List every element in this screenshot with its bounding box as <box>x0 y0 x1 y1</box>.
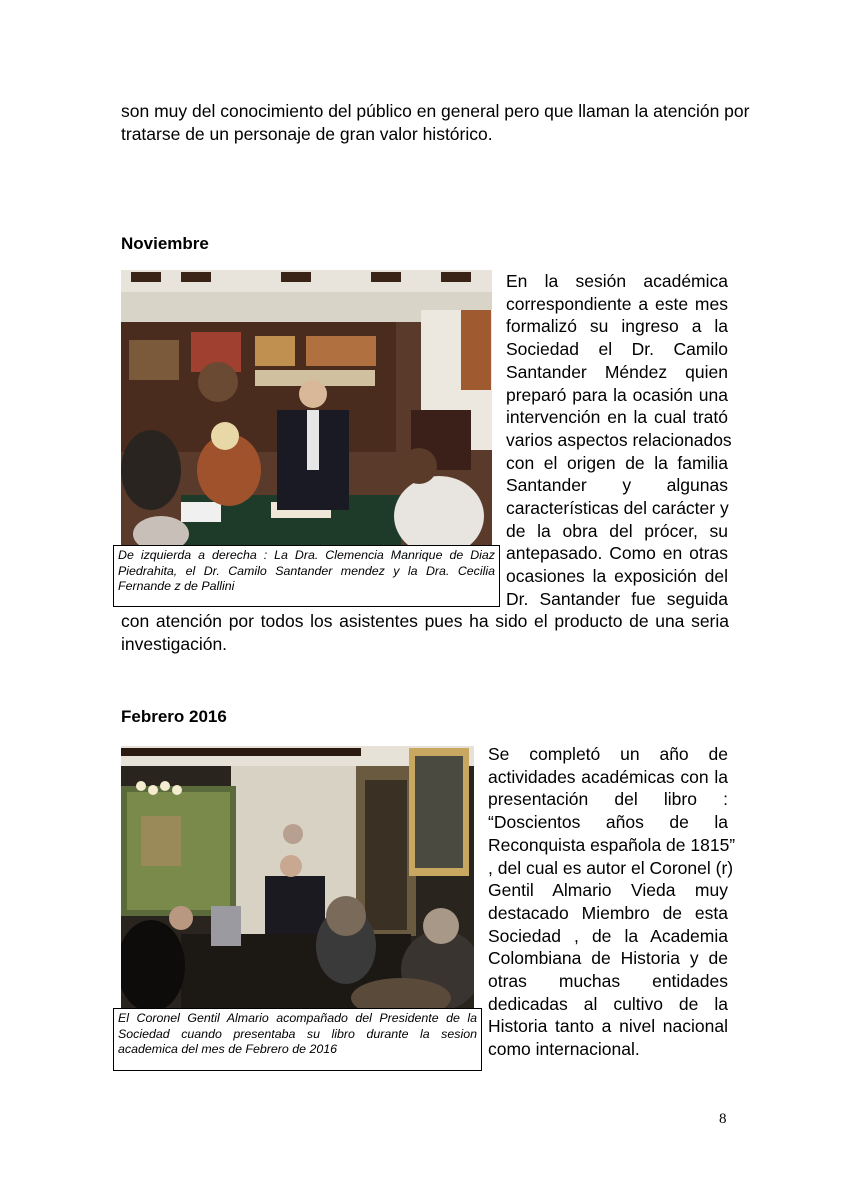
noviembre-line: antepasado. Como en otras <box>506 543 728 564</box>
febrero-line: “Doscientos años de la <box>488 812 728 833</box>
febrero-line: otras muchas entidades <box>488 971 728 992</box>
noviembre-line: de la obra del prócer, su <box>506 520 728 541</box>
noviembre-last-line: investigación. <box>121 633 228 654</box>
noviembre-line: preparó para la ocasión una <box>506 384 728 405</box>
febrero-line: Sociedad , de la Academia <box>488 925 728 946</box>
febrero-line: Colombiana de Historia y de <box>488 948 728 969</box>
febrero-line: dedicadas al cultivo de la <box>488 993 728 1014</box>
noviembre-line: características del carácter y <box>506 498 729 519</box>
noviembre-side-paragraph <box>506 270 732 611</box>
febrero-line: Reconquista española de 1815” <box>488 834 736 855</box>
intro-line-1: son muy del conocimiento del público en general pero que llaman la atención por <box>121 101 750 121</box>
febrero-line: destacado Miembro de esta <box>488 902 728 923</box>
photo-noviembre <box>121 270 492 546</box>
noviembre-bottom-paragraph <box>121 610 729 655</box>
intro-paragraph <box>121 100 750 145</box>
febrero-line: presentación del libro : <box>488 789 728 810</box>
noviembre-full-line: con atención por todos los asistentes pues ha sido el producto de una seria <box>121 611 729 631</box>
noviembre-line: Dr. Santander fue seguida <box>506 588 728 609</box>
febrero-line: actividades académicas con la <box>488 766 728 787</box>
noviembre-line: formalizó su ingreso a la <box>506 316 728 337</box>
section-heading-febrero: Febrero 2016 <box>121 707 227 726</box>
febrero-line: Gentil Almario Vieda muy <box>488 880 728 901</box>
noviembre-line: varios aspectos relacionados <box>506 429 732 450</box>
noviembre-line: intervención en la cual trató <box>506 407 728 428</box>
photo-febrero-illustration <box>121 746 474 1009</box>
noviembre-line: En la sesión académica <box>506 271 728 291</box>
febrero-line: , del cual es autor el Coronel (r) <box>488 857 734 878</box>
febrero-last-line: como internacional. <box>488 1039 640 1060</box>
noviembre-line: con el origen de la familia <box>506 452 728 473</box>
febrero-side-paragraph <box>488 743 736 1061</box>
noviembre-line: Santander y algunas <box>506 475 728 496</box>
noviembre-line: ocasiones la exposición del <box>506 566 728 587</box>
photo-febrero <box>121 746 474 1009</box>
section-heading-noviembre: Noviembre <box>121 234 209 253</box>
intro-line-2: tratarse de un personaje de gran valor histórico. <box>121 123 493 144</box>
caption-noviembre: De izquierda a derecha : La Dra. Clemencia Manrique de Diaz Piedrahita, el Dr. Camilo Santander mendez y la Dra. Cecilia Fernande z de Pallini <box>113 545 500 607</box>
caption-febrero: El Coronel Gentil Almario acompañado del Presidente de la Sociedad cuando presentaba su libro durante la sesion academica del mes de Febrero de 2016 <box>113 1008 482 1071</box>
noviembre-line: correspondiente a este mes <box>506 293 728 314</box>
noviembre-line: Santander Méndez quien <box>506 361 728 382</box>
photo-noviembre-illustration <box>121 270 492 546</box>
page-number: 8 <box>719 1111 727 1127</box>
febrero-line: Se completó un año de <box>488 744 728 764</box>
febrero-line: Historia tanto a nivel nacional <box>488 1016 728 1037</box>
noviembre-line: Sociedad el Dr. Camilo <box>506 339 728 360</box>
